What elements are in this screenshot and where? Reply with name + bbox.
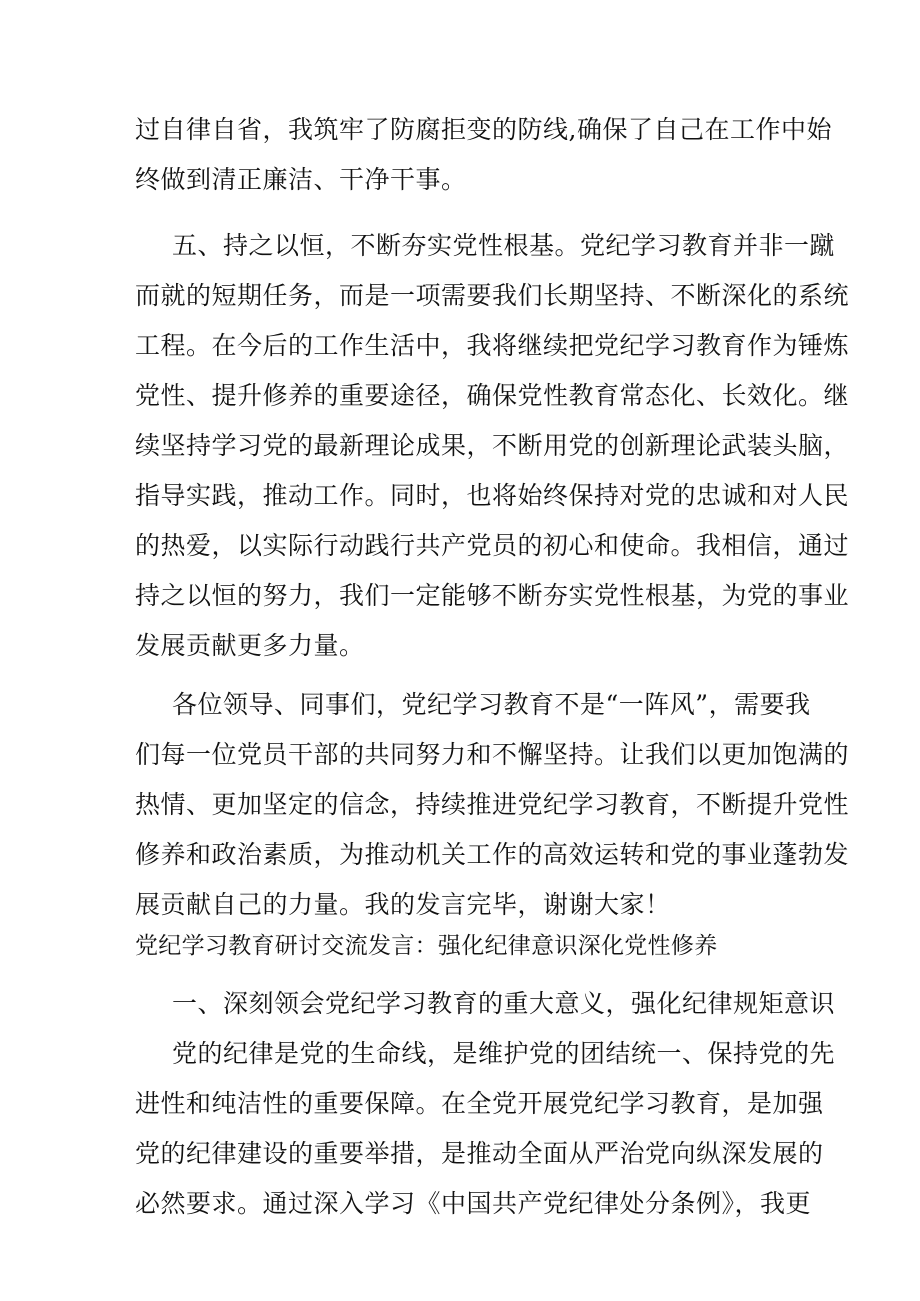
closing-paragraph-line: 各位领导、同事们，党纪学习教育不是“一阵风”，需要我 bbox=[172, 690, 811, 719]
paragraph-line: 终做到清正廉洁、干净干事。 bbox=[135, 165, 467, 194]
paragraph-line: 而就的短期任务，而是一项需要我们长期坚持、不断深化的系统 bbox=[135, 281, 850, 310]
paragraph-line: 们每一位党员干部的共同努力和不懈坚持。让我们以更加饱满的 bbox=[135, 740, 850, 769]
paragraph-line: 指导实践，推动工作。同时，也将始终保持对党的忠诚和对人民 bbox=[135, 481, 850, 510]
paragraph-line: 进性和纯洁性的重要保障。在全党开展党纪学习教育，是加强 bbox=[135, 1089, 824, 1118]
paragraph-line: 续坚持学习党的最新理论成果，不断用党的创新理论武装头脑， bbox=[135, 431, 850, 460]
paragraph-line: 过自律自省，我筑牢了防腐拒变的防线,确保了自己在工作中始 bbox=[135, 115, 832, 144]
paragraph-line: 必然要求。通过深入学习《中国共产党纪律处分条例》，我更 bbox=[135, 1189, 812, 1218]
paragraph-line: 发展贡献更多力量。 bbox=[135, 631, 365, 660]
paragraph-line: 工程。在今后的工作生活中，我将继续把党纪学习教育作为锤炼 bbox=[135, 331, 850, 360]
section-five-heading-line: 五、持之以恒，不断夯实党性根基。党纪学习教育并非一蹴 bbox=[172, 231, 836, 260]
paragraph-line: 党的纪律建设的重要举措，是推动全面从严治党向纵深发展的 bbox=[135, 1139, 824, 1168]
paragraph-line: 党性、提升修养的重要途径，确保党性教育常态化、长效化。继 bbox=[135, 381, 850, 410]
paragraph-line: 热情、更加坚定的信念，持续推进党纪学习教育，不断提升党性 bbox=[135, 790, 850, 819]
paragraph-line: 党的纪律是党的生命线，是维护党的团结统一、保持党的先 bbox=[172, 1039, 836, 1068]
paragraph-line: 的热爱，以实际行动践行共产党员的初心和使命。我相信，通过 bbox=[135, 531, 850, 560]
paragraph-line: 持之以恒的努力，我们一定能够不断夯实党性根基，为党的事业 bbox=[135, 581, 850, 610]
section-one-heading: 一、深刻领会党纪学习教育的重大意义，强化纪律规矩意识 bbox=[172, 989, 836, 1018]
paragraph-line: 修养和政治素质，为推动机关工作的高效运转和党的事业蓬勃发 bbox=[135, 840, 850, 869]
paragraph-line: 展贡献自己的力量。我的发言完毕，谢谢大家！ bbox=[135, 890, 671, 919]
document-title: 党纪学习教育研讨交流发言：强化纪律意识深化党性修养 bbox=[135, 933, 718, 959]
